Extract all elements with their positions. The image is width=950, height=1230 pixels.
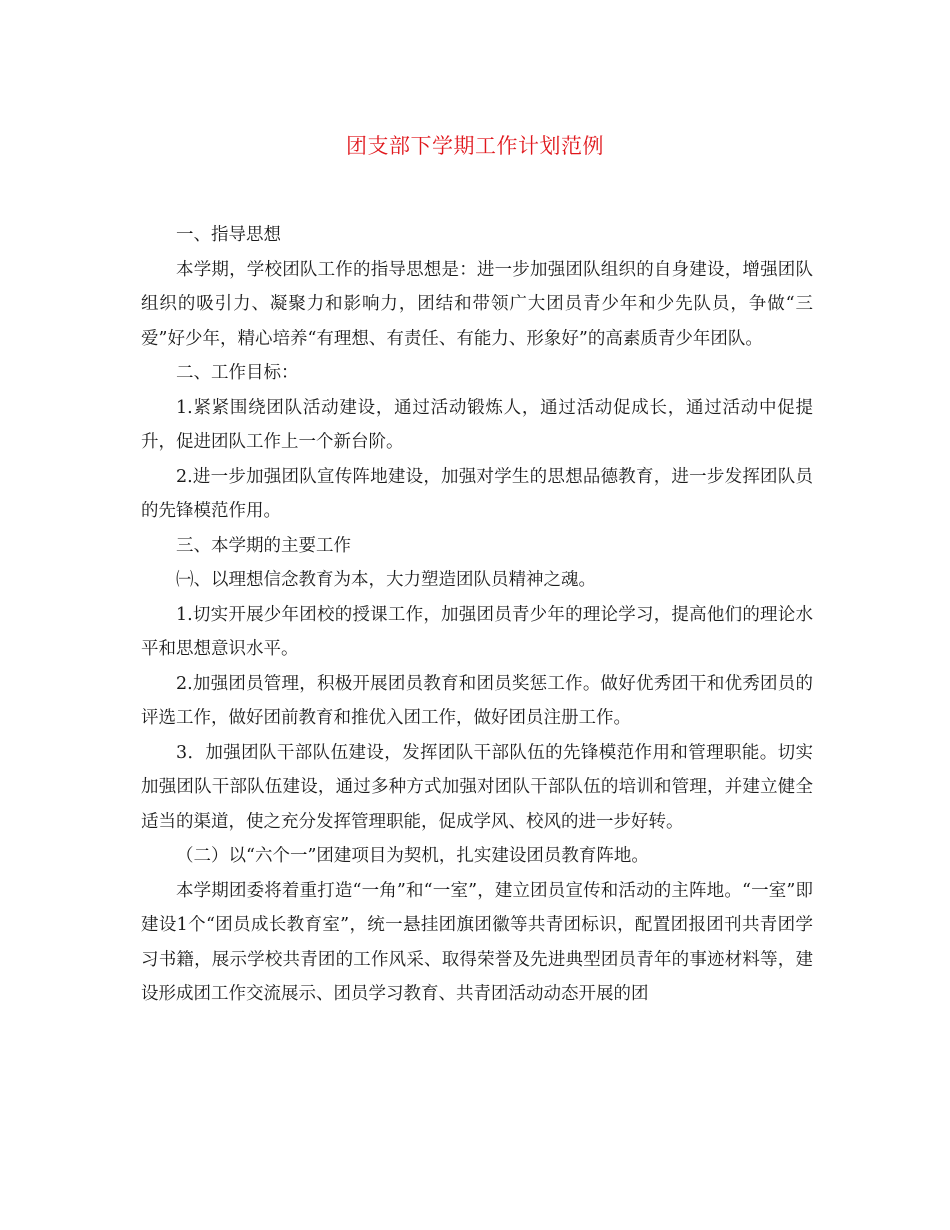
paragraph: 本学期，学校团队工作的指导思想是：进一步加强团队组织的自身建设，增强团队组织的吸引力、凝聚力和影响力，团结和带领广大团员青少年和少先队员，争做“三爱”好少年，精心培养“有理想、有责任、有能力、形象好”的高素质青少年团队。 bbox=[141, 259, 813, 349]
paragraph-heading-main-work: 三、本学期的主要工作 bbox=[176, 535, 351, 556]
paragraph-heading-guiding-ideology: 一、指导思想 bbox=[176, 225, 281, 245]
paragraph-subheading: ㈠、以理想信念教育为本，大力塑造团队员精神之魂。 bbox=[176, 570, 596, 590]
paragraph: 1.切实开展少年团校的授课工作，加强团员青少年的理论学习，提高他们的理论水平和思想意识水平。 bbox=[141, 604, 813, 659]
paragraph-subheading: （二）以“六个一”团建项目为契机，扎实建设团员教育阵地。 bbox=[176, 846, 649, 866]
document-title: 团支部下学期工作计划范例 bbox=[346, 134, 604, 158]
paragraph: 本学期团委将着重打造“一角”和“一室”，建立团员宣传和活动的主阵地。“一室”即建设1个“团员成长教育室”，统一悬挂团旗团徽等共青团标识，配置团报团刊共青团学习书籍，展示学校共青团的工作风采、取得荣誉及先进典型团员青年的事迹材料等，建设形成团工作交流展示、团员学习教育、共青团活动动态开展的团 bbox=[141, 880, 813, 1004]
paragraph: 2.加强团员管理，积极开展团员教育和团员奖惩工作。做好优秀团干和优秀团员的评选工作，做好团前教育和推优入团工作，做好团员注册工作。 bbox=[141, 673, 813, 728]
paragraph: 2.进一步加强团队宣传阵地建设，加强对学生的思想品德教育，进一步发挥团队员的先锋模范作用。 bbox=[141, 466, 813, 521]
paragraph: 1.紧紧围绕团队活动建设，通过活动锻炼人，通过活动促成长，通过活动中促提升，促进团队工作上一个新台阶。 bbox=[141, 397, 813, 452]
document-body bbox=[141, 218, 813, 1012]
paragraph: 3．加强团队干部队伍建设，发挥团队干部队伍的先锋模范作用和管理职能。切实加强团队干部队伍建设，通过多种方式加强对团队干部队伍的培训和管理，并建立健全适当的渠道，使之充分发挥管理职能，促成学风、校风的进一步好转。 bbox=[141, 742, 813, 832]
paragraph-heading-work-goals: 二、工作目标： bbox=[176, 363, 299, 383]
